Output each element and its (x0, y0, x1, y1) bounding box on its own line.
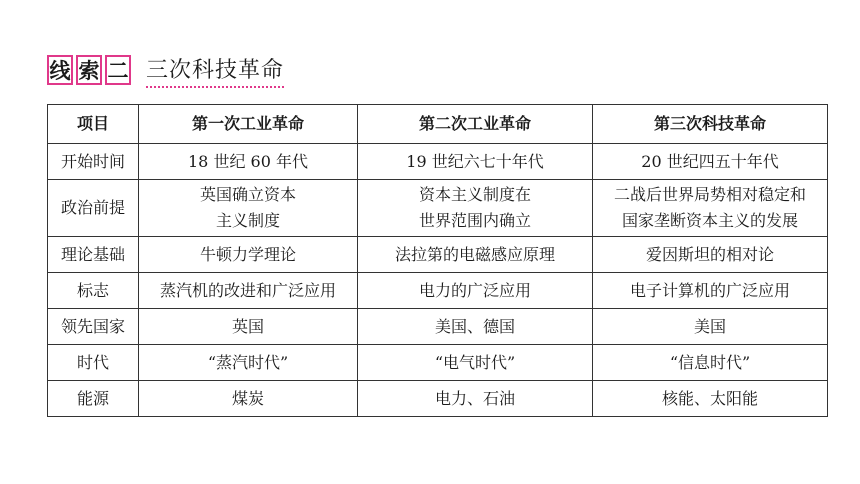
header-third-revolution: 第三次科技革命 (593, 105, 828, 144)
cell-line: 爱因斯坦的相对论 (645, 244, 774, 264)
table-cell (593, 237, 828, 273)
table-cell (358, 273, 593, 309)
heading-tag-2: 索 (76, 55, 102, 85)
revolutions-table (47, 104, 828, 417)
table-cell (593, 180, 828, 237)
header-second-revolution: 第二次工业革命 (358, 105, 593, 144)
cell-line: 19 世纪六七十年代 (406, 151, 544, 171)
table-cell (139, 309, 358, 345)
table-cell (358, 345, 593, 381)
cell-line: 资本主义制度在 (418, 185, 531, 204)
table-row (48, 180, 828, 237)
table-cell (139, 237, 358, 273)
table-cell (358, 237, 593, 273)
cell-line: 电力、石油 (434, 388, 515, 408)
table-row (48, 273, 828, 309)
cell-line: 法拉第的电磁感应原理 (394, 244, 555, 264)
cell-line: 英国确立资本 (199, 185, 296, 204)
table-row (48, 237, 828, 273)
row-label: 领先国家 (48, 309, 139, 345)
table-cell (593, 144, 828, 180)
table-cell (139, 381, 358, 417)
table-cell (358, 144, 593, 180)
heading-tag-3: 二 (105, 55, 131, 85)
cell-line: 美国、德国 (434, 316, 515, 336)
table-cell (593, 345, 828, 381)
table-cell (358, 180, 593, 237)
table-row (48, 309, 828, 345)
cell-line: 电子计算机的广泛应用 (629, 280, 790, 300)
table-cell (593, 273, 828, 309)
cell-line: “蒸汽时代” (207, 352, 289, 372)
row-label: 标志 (48, 273, 139, 309)
cell-line: 美国 (693, 316, 726, 336)
row-label: 开始时间 (48, 144, 139, 180)
header-first-revolution: 第一次工业革命 (139, 105, 358, 144)
header-item: 项目 (48, 105, 139, 144)
row-label: 理论基础 (48, 237, 139, 273)
cell-line: 主义制度 (215, 211, 280, 230)
cell-line: 电力的广泛应用 (418, 280, 531, 300)
table-cell (139, 273, 358, 309)
table-cell (139, 144, 358, 180)
cell-line: 二战后世界局势相对稳定和 (613, 185, 806, 204)
heading-title: 三次科技革命 (146, 53, 284, 88)
cell-line: 煤炭 (231, 388, 264, 408)
row-label: 时代 (48, 345, 139, 381)
cell-line: 英国 (231, 316, 264, 336)
table-row (48, 381, 828, 417)
table-cell (358, 309, 593, 345)
table-cell (139, 180, 358, 237)
table-cell (139, 345, 358, 381)
cell-line: 18 世纪 60 年代 (188, 151, 308, 171)
row-label: 政治前提 (48, 180, 139, 237)
cell-line: 牛顿力学理论 (199, 244, 296, 264)
section-heading (47, 53, 284, 87)
table-row (48, 345, 828, 381)
cell-line: 20 世纪四五十年代 (641, 151, 779, 171)
heading-tag-1: 线 (47, 55, 73, 85)
cell-line: “信息时代” (669, 352, 751, 372)
table-cell (593, 381, 828, 417)
table-row (48, 144, 828, 180)
table-cell (593, 309, 828, 345)
table-header-row (48, 105, 828, 144)
cell-line: “电气时代” (434, 352, 516, 372)
cell-line: 蒸汽机的改进和广泛应用 (159, 280, 336, 300)
row-label: 能源 (48, 381, 139, 417)
cell-line: 世界范围内确立 (418, 211, 531, 230)
cell-line: 国家垄断资本主义的发展 (621, 211, 798, 230)
cell-line: 核能、太阳能 (661, 388, 758, 408)
table-cell (358, 381, 593, 417)
